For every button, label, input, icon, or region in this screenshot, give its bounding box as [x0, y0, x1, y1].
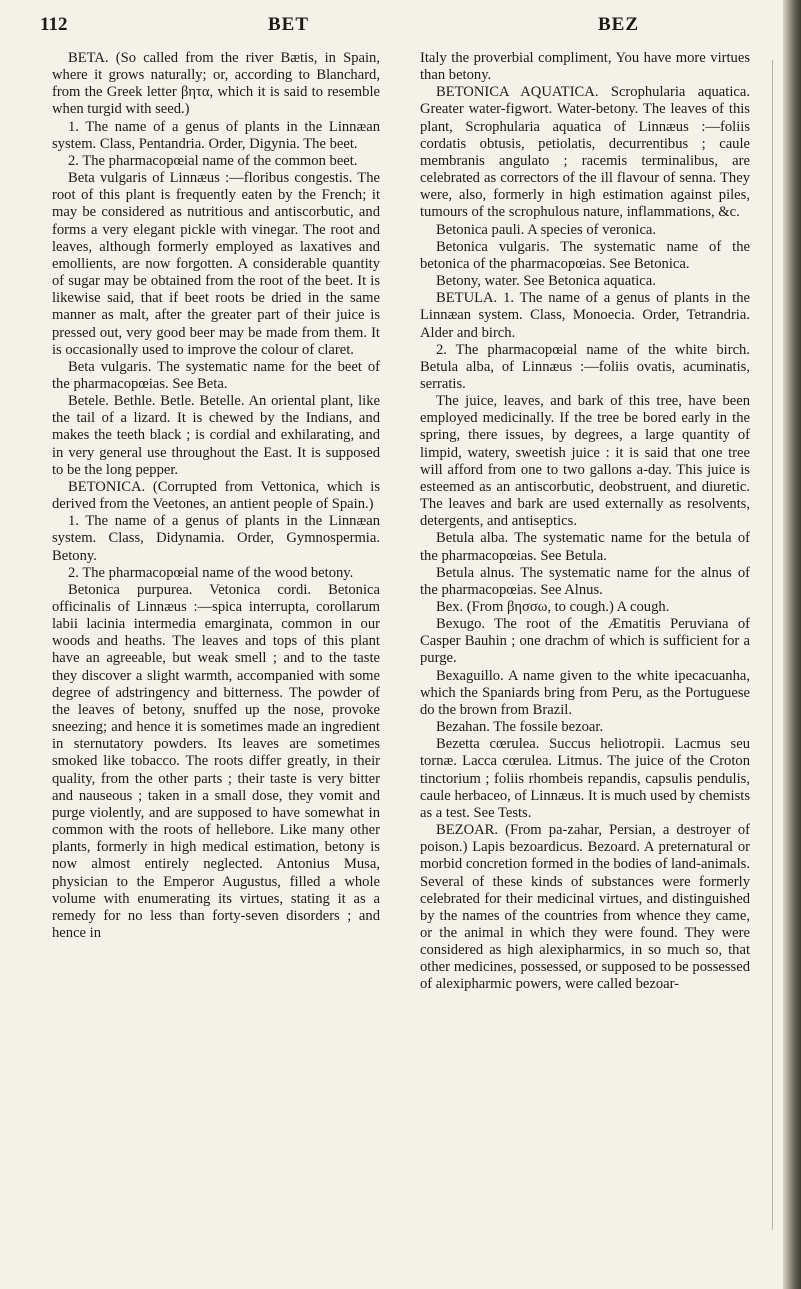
entry-paragraph: Betele. Bethle. Betle. Betelle. An oriental plant, like the tail of a lizard. It is chewed by the Indians, and makes the teeth black ; is cordial and exhilarating, and in very general use throughout the East. It is supposed to be the long pepper.	[52, 393, 380, 478]
entry-paragraph: Bexugo. The root of the Æmatitis Peruviana of Casper Bauhin ; one drachm of which is sufficient for a purge.	[420, 616, 750, 667]
page-binding-edge	[783, 0, 801, 1289]
page-number: 112	[40, 14, 68, 35]
entry-paragraph: Bexaguillo. A name given to the white ipecacuanha, which the Spaniards bring from Peru, as the Portuguese do the brown from Brazil.	[420, 667, 750, 718]
right-column	[420, 50, 750, 994]
page-header	[40, 14, 761, 40]
entry-paragraph: BETULA. 1. The name of a genus of plants in the Linnæan system. Class, Monoecia. Order, Tetrandria. Alder and birch.	[420, 290, 750, 341]
entry-paragraph: BETONICA AQUATICA. Scrophularia aquatica. Greater water-figwort. Water-betony. The leaves of this plant, Scrophularia aquatica of Linnæus :—foliis cordatis obtusis, petiolatis, decurrentibus ; caule membranis angulato ; racemis terminalibus, are celebrated as correctors of the ill flavour of senna. They were, also, formerly in high estimation against piles, tumours of the scrophulous nature, inflammations, &c.	[420, 84, 750, 221]
entry-paragraph: 2. The pharmacopœial name of the white birch. Betula alba, of Linnæus :—foliis ovatis, acuminatis, serratis.	[420, 341, 750, 392]
entry-paragraph: The juice, leaves, and bark of this tree, have been employed medicinally. If the tree be bored early in the spring, there issues, by degrees, a large quantity of limpid, watery, sweetish juice : it is said that one tree will afford from one to two gallons a-day. This juice is esteemed as an antiscorbutic, deobstruent, and diuretic. The leaves and bark are used externally as resolvents, detergents, and antiseptics.	[420, 393, 750, 530]
entry-paragraph: Betonica vulgaris. The systematic name of the betonica of the pharmacopœias. See Betonica.	[420, 238, 750, 272]
entry-paragraph: 2. The pharmacopœial name of the common beet.	[68, 152, 358, 169]
left-column	[52, 50, 380, 942]
entry-paragraph: BEZOAR. (From pa-zahar, Persian, a destroyer of poison.) Lapis bezoardicus. Bezoard. A preternatural or morbid concretion formed in the bodies of land-animals. Several of these kinds of substances were formerly celebrated for their medicinal virtues, and distinguished by the names of the countries from whence they came, or the animal in which they were found. They were considered as high alexipharmics, in so much so, that other medicines, possessed, or supposed to be possessed of alexipharmic powers, were called bezoar-	[420, 822, 750, 993]
page-gutter-line	[772, 60, 773, 1230]
entry-paragraph: BETA. (So called from the river Bætis, in Spain, where it grows naturally; or, according to Blanchard, from the Greek letter βητα, which it is said to resemble when turgid with seed.)	[52, 50, 380, 118]
entry-paragraph: Beta vulgaris of Linnæus :—floribus congestis. The root of this plant is frequently eaten by the French; it may be considered as nutritious and antiscorbutic, and forms a very elegant pickle with vinegar. The root and leaves, although formerly employed as laxatives and emollients, are now forgotten. A considerable quantity of sugar may be obtained from the root of the beet. It is likewise said, that if beet roots be dried in the same manner as malt, after the greater part of their juice is pressed out, very good beer may be made from them. It is occasionally used to improve the colour of claret.	[52, 170, 380, 358]
entry-paragraph: Betula alnus. The systematic name for the alnus of the pharmacopœias. See Alnus.	[420, 564, 750, 598]
entry-paragraph: Betonica purpurea. Vetonica cordi. Betonica officinalis of Linnæus :—spica interrupta, corollarum labii lacinia intermedia emarginata, common in our woods and heaths. The leaves and tops of this plant have an agreeable, but weak smell ; and to the taste they discover a slight warmth, accompanied with some degree of adstringency and bitterness. The powder of the leaves of betony, snuffed up the nose, provoke sneezing; and hence it is sometimes made an ingredient in sternutatory powders. Its leaves are sometimes smoked like tobacco. The roots differ greatly, in their quality, from the other parts ; their taste is very bitter and nauseous ; taken in a small dose, they vomit and purge violently, and are supposed to have somewhat in common with the roots of hellebore. Like many other plants, formerly in high medical estimation, betony is now almost entirely neglected. Antonius Musa, physician to the Emperor Augustus, filled a whole volume with enumerating its virtues, stating it as a remedy for no less than forty-seven disorders ; and hence in	[52, 581, 380, 941]
entry-paragraph: Bezahan. The fossile bezoar.	[436, 719, 604, 736]
entry-paragraph: Betula alba. The systematic name for the betula of the pharmacopœias. See Betula.	[420, 530, 750, 564]
entry-paragraph: Beta vulgaris. The systematic name for the beet of the pharmacopœias. See Beta.	[52, 358, 380, 392]
entry-paragraph: Bezetta cœrulea. Succus heliotropii. Lacmus seu tornæ. Lacca cœrulea. Litmus. The juice of the Croton tinctorium ; foliis rhombeis repandis, capsulis pendulis, caule herbaceo, of Linnæus. It is much used by chemists as a test. See Tests.	[420, 736, 750, 821]
running-head-left: BET	[268, 14, 310, 35]
entry-paragraph: Bex. (From βησσω, to cough.) A cough.	[436, 599, 670, 615]
entry-paragraph: 2. The pharmacopœial name of the wood betony.	[68, 564, 354, 581]
entry-paragraph: Betony, water. See Betonica aquatica.	[436, 273, 656, 290]
entry-paragraph: 1. The name of a genus of plants in the Linnæan system. Class, Didynamia. Order, Gymnospermia. Betony.	[52, 513, 380, 564]
running-head-right: BEZ	[598, 14, 640, 35]
entry-paragraph: Betonica pauli. A species of veronica.	[436, 221, 657, 238]
entry-paragraph: 1. The name of a genus of plants in the Linnæan system. Class, Pentandria. Order, Digynia. The beet.	[52, 118, 380, 152]
entry-paragraph: Italy the proverbial compliment, You have more virtues than betony.	[420, 50, 750, 84]
entry-paragraph: BETONICA. (Corrupted from Vettonica, which is derived from the Veetones, an antient people of Spain.)	[52, 478, 380, 513]
